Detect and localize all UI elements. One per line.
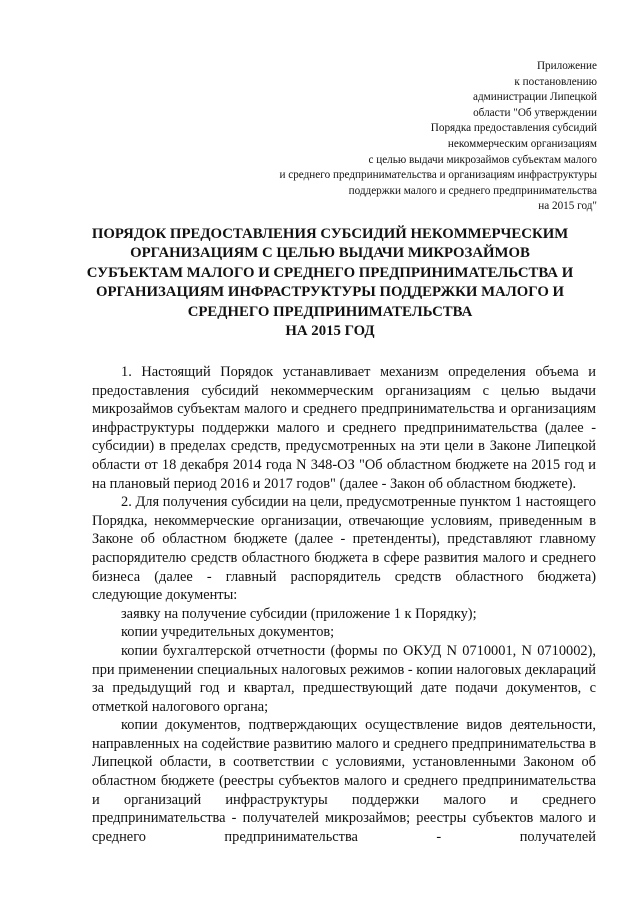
paragraph-3: заявку на получение субсидии (приложение 1 к Порядку); bbox=[121, 605, 477, 622]
appendix-line: администрации Липецкой bbox=[473, 91, 597, 104]
appendix-line: и среднего предпринимательства и организациям инфраструктуры bbox=[279, 169, 597, 182]
appendix-header bbox=[177, 59, 597, 215]
paragraph-4: копии учредительных документов; bbox=[121, 624, 335, 641]
appendix-line: на 2015 год" bbox=[538, 200, 597, 213]
paragraph-1: 1. Настоящий Порядок устанавливает механизм определения объема и предоставления субсидий некоммерческим организациям с целью выдачи микрозаймов субъектам малого и среднего предпринимательства и организациям инфраструктуры поддержки малого и среднего предпринимательства (далее - субсидии) в пределах средств, предусмотренных на эти цели в Законе Липецкой области от 18 декабря 2014 года N 348-ОЗ "Об областном бюджете на 2015 год и на плановый период 2016 и 2017 годов" (далее - Закон об областном бюджете). bbox=[92, 364, 596, 492]
paragraph-6: копии документов, подтверждающих осуществление видов деятельности, направленных на содействие развитию малого и среднего предпринимательства в Липецкой области, в соответствии с условиями, установленными Законом об областном бюджете (реестры субъектов малого и среднего предпринимательства и организаций инфраструктуры поддержки малого и среднего предпринимательства - получателей микрозаймов; реестры субъектов малого и среднего предпринимательства - получателей bbox=[92, 717, 596, 845]
title-line: ОРГАНИЗАЦИЯМ С ЦЕЛЬЮ ВЫДАЧИ МИКРОЗАЙМОВ bbox=[130, 245, 530, 262]
document-body bbox=[92, 363, 596, 846]
title-line: СУБЪЕКТАМ МАЛОГО И СРЕДНЕГО ПРЕДПРИНИМАТЕЛЬСТВА И bbox=[86, 264, 574, 281]
appendix-line: области "Об утверждении bbox=[473, 106, 597, 119]
appendix-line: с целью выдачи микрозаймов субъектам малого bbox=[368, 153, 597, 166]
document-title bbox=[70, 225, 590, 341]
title-line: НА 2015 ГОД bbox=[285, 323, 375, 340]
paragraph-2: 2. Для получения субсидии на цели, предусмотренные пунктом 1 настоящего Порядка, некоммерческие организации, отвечающие условиям, приведенным в Законе об областном бюджете (далее - претенденты), представляют главному распорядителю средств областного бюджета в сфере развития малого и среднего бизнеса (далее - главный распорядитель средств областного бюджета) следующие документы: bbox=[92, 494, 596, 604]
title-line: ОРГАНИЗАЦИЯМ ИНФРАСТРУКТУРЫ ПОДДЕРЖКИ МАЛОГО И bbox=[95, 284, 565, 301]
appendix-line: Порядка предоставления субсидий bbox=[430, 122, 597, 135]
title-line: СРЕДНЕГО ПРЕДПРИНИМАТЕЛЬСТВА bbox=[187, 303, 473, 320]
appendix-line: поддержки малого и среднего предпринимательства bbox=[348, 184, 597, 197]
paragraph-5: копии бухгалтерской отчетности (формы по ОКУД N 0710001, N 0710002), при применении специальных налоговых режимов - копии налоговых деклараций за предыдущий год и квартал, предшествующий дате подачи документов, с отметкой налогового органа; bbox=[92, 642, 596, 715]
appendix-line: некоммерческим организациям bbox=[447, 137, 597, 150]
appendix-line: Приложение bbox=[536, 60, 597, 72]
title-line: ПОРЯДОК ПРЕДОСТАВЛЕНИЯ СУБСИДИЙ НЕКОММЕРЧЕСКИМ bbox=[91, 226, 569, 242]
appendix-line: к постановлению bbox=[514, 75, 597, 88]
